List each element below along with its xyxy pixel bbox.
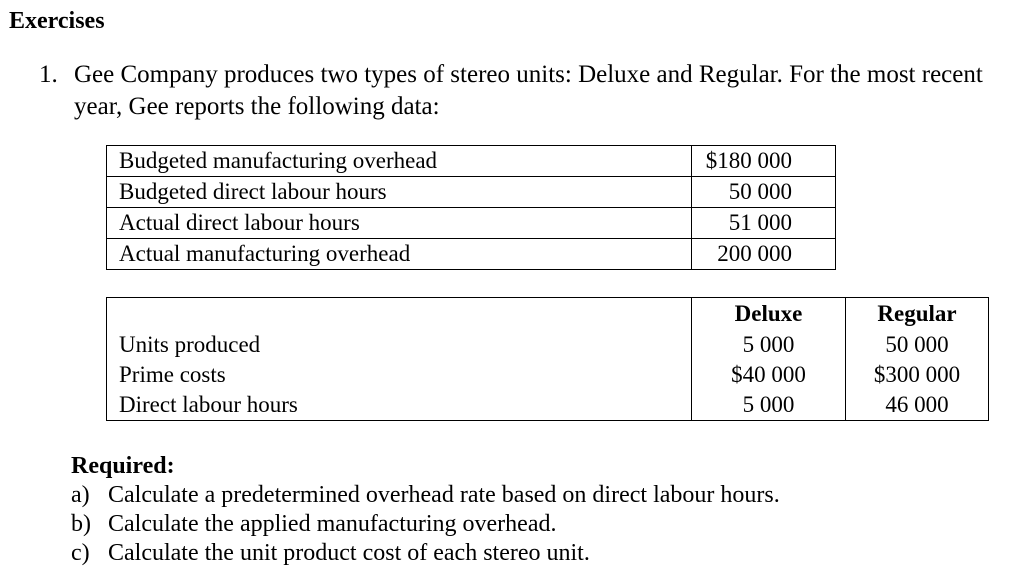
item-letter: b) — [71, 511, 91, 537]
row-value: $180 000 — [692, 146, 836, 177]
row-label: Prime costs — [107, 360, 692, 390]
question-number: 1. — [39, 61, 58, 88]
overhead-table — [106, 145, 836, 270]
row-value: 200 000 — [692, 239, 836, 270]
row-label: Budgeted direct labour hours — [107, 177, 692, 208]
deluxe-value: 5 000 — [692, 330, 846, 360]
question-text: Gee Company produces two types of stereo units: Deluxe and Regular. For the most recent year, Gee reports the following data: — [74, 61, 983, 120]
table-row — [107, 360, 989, 390]
required-item — [71, 481, 780, 510]
header-regular: Regular — [846, 298, 989, 331]
item-text: Calculate the applied manufacturing overhead. — [108, 511, 557, 537]
table-row — [107, 146, 836, 177]
regular-value: $300 000 — [846, 360, 989, 390]
regular-value: 50 000 — [846, 330, 989, 360]
required-title: Required: — [71, 453, 175, 479]
item-text: Calculate the unit product cost of each stereo unit. — [108, 540, 590, 566]
deluxe-value: $40 000 — [692, 360, 846, 390]
table-row — [107, 390, 989, 421]
row-value: 50 000 — [692, 177, 836, 208]
row-value: 51 000 — [692, 208, 836, 239]
table-header-row — [107, 298, 989, 331]
table-row — [107, 239, 836, 270]
row-label: Units produced — [107, 330, 692, 360]
item-text: Calculate a predetermined overhead rate based on direct labour hours. — [108, 482, 780, 508]
item-letter: c) — [71, 540, 90, 566]
item-letter: a) — [71, 482, 90, 508]
table-row — [107, 208, 836, 239]
row-label: Actual direct labour hours — [107, 208, 692, 239]
required-section — [71, 452, 780, 568]
header-empty — [107, 298, 692, 331]
page-heading: Exercises — [9, 8, 105, 34]
row-label: Budgeted manufacturing overhead — [107, 146, 692, 177]
header-deluxe: Deluxe — [692, 298, 846, 331]
row-label: Direct labour hours — [107, 390, 692, 421]
product-table — [106, 297, 989, 421]
deluxe-value: 5 000 — [692, 390, 846, 421]
required-item — [71, 539, 780, 568]
table-row — [107, 177, 836, 208]
required-item — [71, 510, 780, 539]
row-label: Actual manufacturing overhead — [107, 239, 692, 270]
table-row — [107, 330, 989, 360]
regular-value: 46 000 — [846, 390, 989, 421]
